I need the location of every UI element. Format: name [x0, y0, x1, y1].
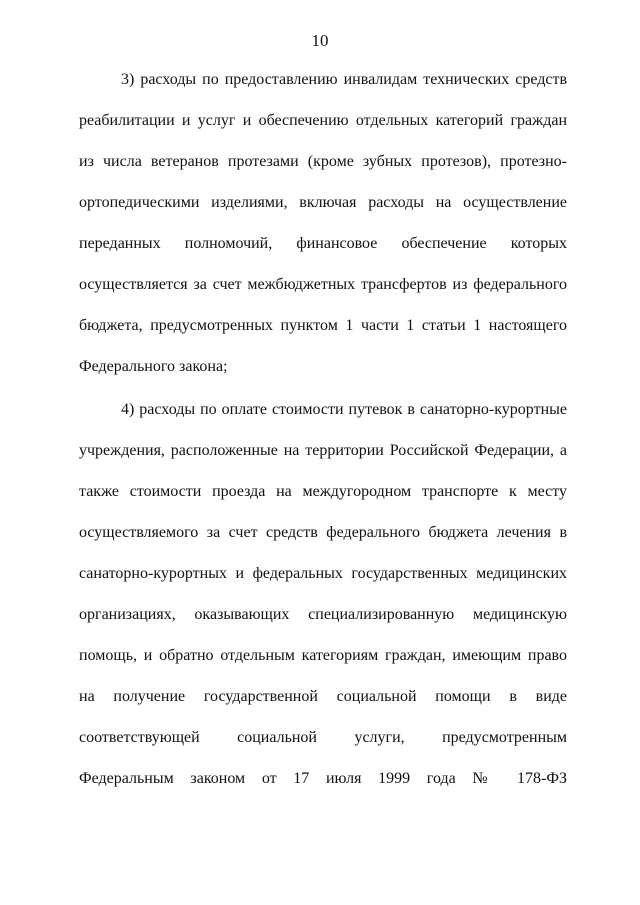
paragraph-2-line-1: 4) расходы по оплате стоимости путевок в санаторно-курортные	[121, 401, 567, 418]
paragraph-1-line-5: переданных полномочий, финансовое обеспечение которых	[79, 235, 567, 252]
paragraph-2-line-5: санаторно-курортных и федеральных государственных медицинских	[79, 565, 567, 582]
paragraph-2-line-2: учреждения, расположенные на территории Российской Федерации, а	[79, 442, 567, 459]
paragraph-1-line-6: осуществляется за счет межбюджетных трансфертов из федерального	[79, 276, 567, 293]
paragraph-1-line-8: Федерального закона;	[79, 358, 228, 375]
paragraph-2-line-10: Федеральным законом от 17 июля 1999 года № 178-ФЗ	[79, 770, 567, 787]
paragraph-2-line-6: организациях, оказывающих специализированную медицинскую	[79, 606, 567, 623]
paragraph-2-line-3: также стоимости проезда на междугородном транспорте к месту	[79, 483, 567, 500]
paragraph-1-line-3: из числа ветеранов протезами (кроме зубных протезов), протезно-	[79, 153, 567, 170]
paragraph-1-line-2: реабилитации и услуг и обеспечению отдельных категорий граждан	[79, 112, 567, 129]
paragraph-2-line-8: на получение государственной социальной помощи в виде	[79, 688, 567, 705]
paragraph-2-line-7: помощь, и обратно отдельным категориям граждан, имеющим право	[79, 647, 567, 664]
paragraph-1-line-4: ортопедическими изделиями, включая расходы на осуществление	[79, 194, 567, 211]
paragraph-2-line-4: осуществляемого за счет средств федерального бюджета лечения в	[79, 524, 567, 541]
page-number: 10	[311, 31, 329, 50]
paragraph-1-line-1: 3) расходы по предоставлению инвалидам технических средств	[121, 71, 567, 88]
paragraph-1-line-7: бюджета, предусмотренных пунктом 1 части 1 статьи 1 настоящего	[79, 317, 567, 334]
paragraph-2-line-9: соответствующей социальной услуги, предусмотренным	[79, 729, 567, 746]
